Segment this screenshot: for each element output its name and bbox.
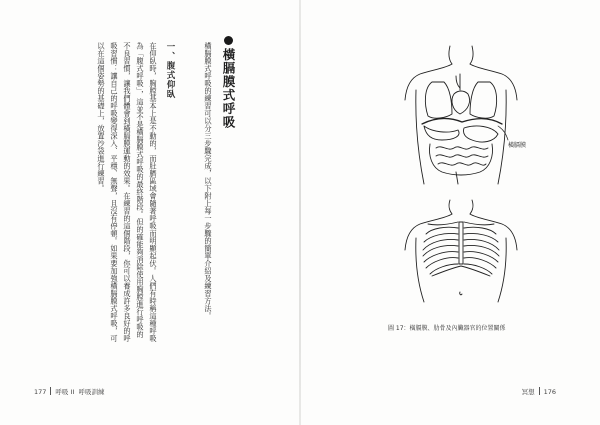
figure-caption: 圖 17：橫膈膜、肋骨及內臟器官的位置關係 [388, 325, 506, 332]
left-footer-part: 呼吸 II [55, 388, 75, 396]
section-heading-text: 橫膈膜式呼吸 [221, 48, 236, 129]
ribcage-illustration [402, 198, 520, 308]
section-heading [219, 36, 237, 196]
left-page [0, 0, 299, 425]
subsection-heading: 一、腹式仰臥 [165, 42, 175, 99]
intro-paragraph: 橫膈膜式呼吸的練習可以分三步驟完成，以下附上每一步驟的簡單介紹及練習方法。 [204, 42, 213, 320]
diaphragm-label: 橫膈膜 [508, 142, 527, 149]
bullet-dot-icon [224, 36, 233, 45]
left-footer-title: 呼吸訓練 [78, 388, 105, 396]
footer-divider [50, 387, 51, 395]
left-footer [34, 387, 104, 396]
footer-divider [539, 387, 540, 395]
right-footer [522, 387, 556, 396]
right-footer-title: 冥想 [521, 388, 535, 396]
organs-illustration [402, 44, 520, 194]
left-page-number: 177 [34, 388, 47, 396]
right-page-number: 176 [543, 388, 556, 396]
body-paragraph: 在仰臥時，胸膛基本上是不動的，而肚臍區域會隨著呼吸而明顯起伏。人們有時稱這種呼吸為「腹式呼吸」，這並不是橫膈膜式呼吸的最終階段。但的確能夠消除使用胸膛進行呼吸的不良習慣，讓我們體會到橫膈膜運動的效果。在練習的這個階段，你可以養成許多良好的呼吸習慣：讓自己的呼吸變得深入、平穩、無聲，且沒有停頓。如果要加強橫膈膜式呼吸，可以在這個姿勢的基礎上，放置沙袋進行練習。 [97, 42, 158, 342]
